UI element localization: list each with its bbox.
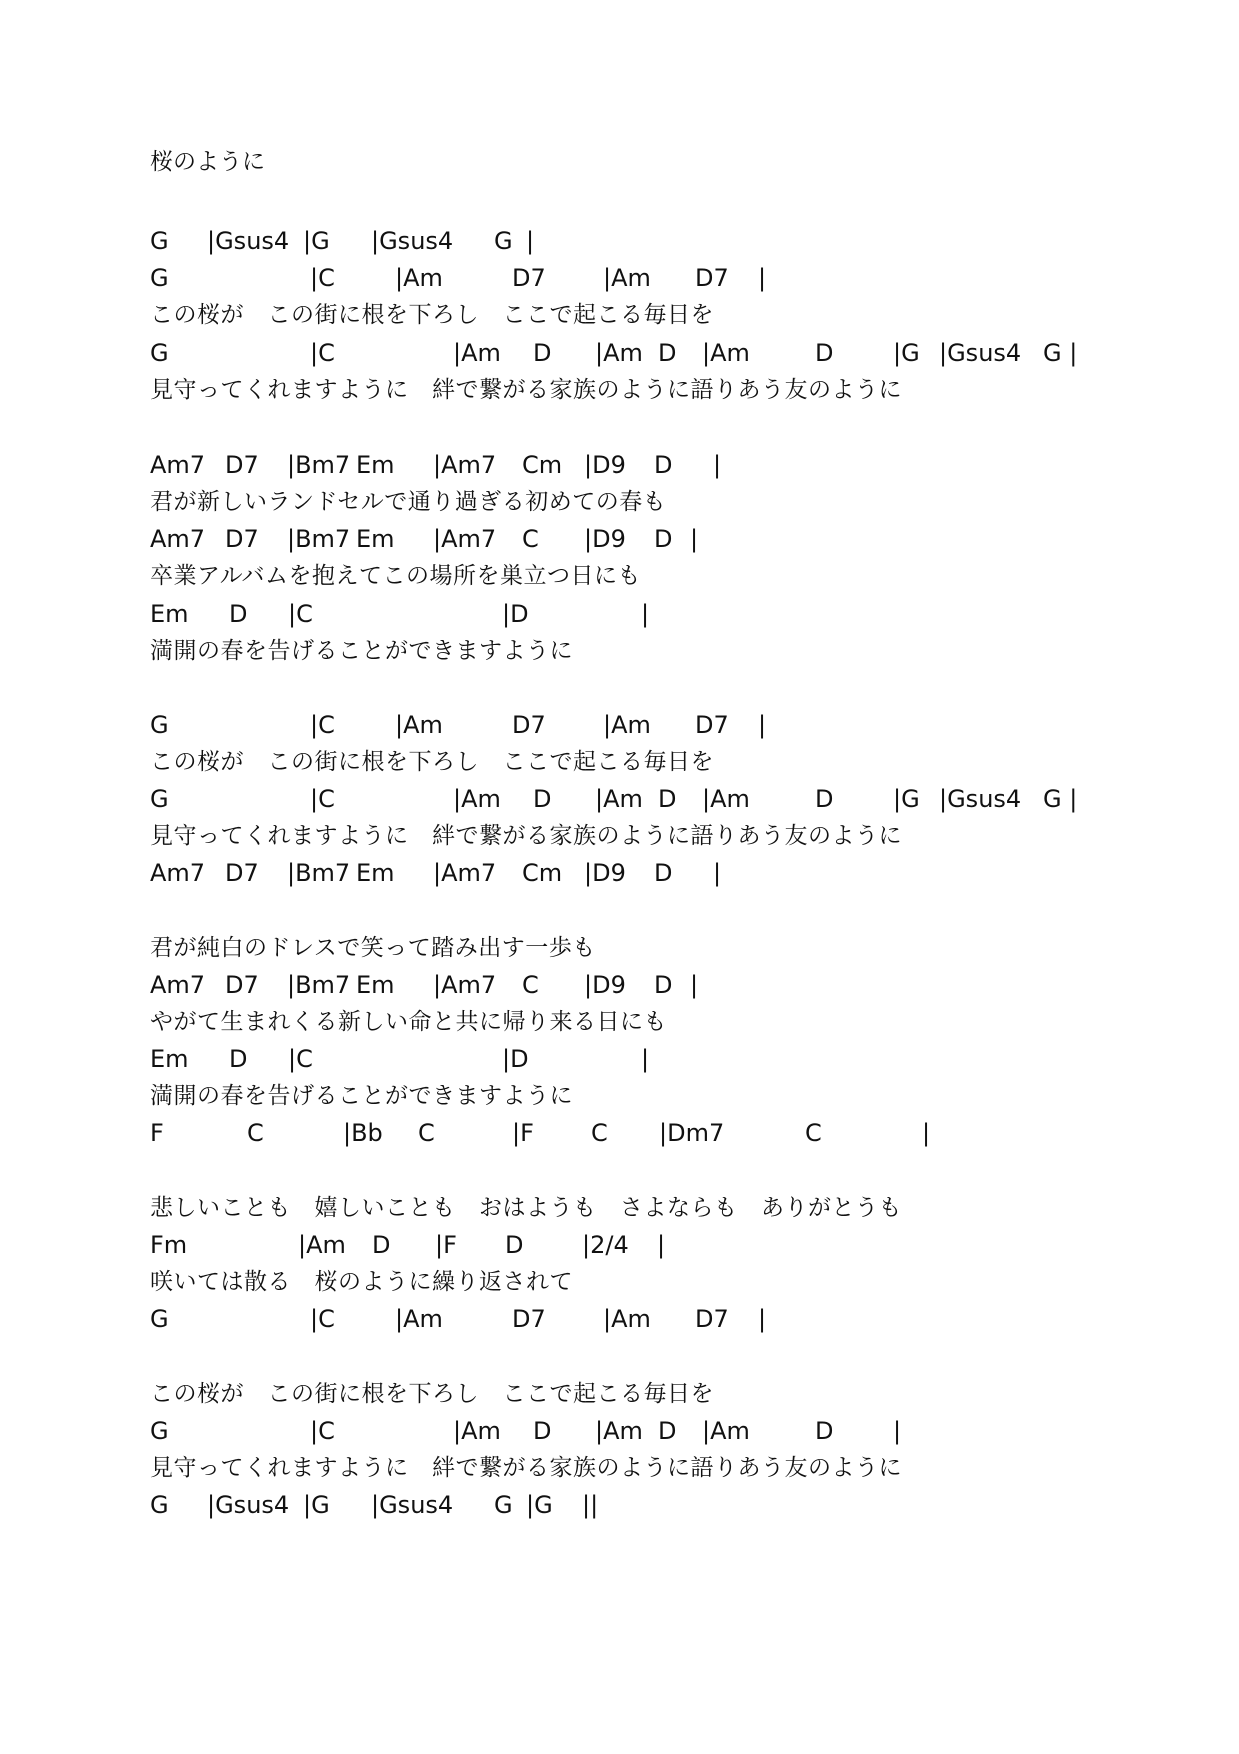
chord-line xyxy=(150,522,1150,556)
chord-symbol: C xyxy=(522,971,539,999)
lyric-line: 見守ってくれますように 絆で繋がる家族のように語りあう友のように xyxy=(150,823,902,849)
chord-symbol: D7 xyxy=(225,971,259,999)
chord-symbol: |C xyxy=(310,711,335,739)
chord-symbol: |Gsus4 xyxy=(371,1491,454,1519)
chord-symbol: G xyxy=(150,1491,169,1519)
chord-symbol: |Am7 xyxy=(433,451,497,479)
chord-symbol: | xyxy=(690,525,699,553)
chord-symbol: C xyxy=(591,1119,608,1147)
chord-symbol: G xyxy=(150,264,169,292)
chord-symbol: |G xyxy=(303,227,330,255)
chord-symbol: | xyxy=(893,1417,902,1445)
chord-symbol: |Bm7 xyxy=(287,859,351,887)
lyric-line: 咲いては散る 桜のように繰り返されて xyxy=(150,1269,573,1295)
chord-symbol: D7 xyxy=(225,451,259,479)
chord-symbol: |D9 xyxy=(584,451,626,479)
chord-line xyxy=(150,336,1150,370)
chord-symbol: D xyxy=(533,1417,552,1445)
chord-symbol: | xyxy=(690,971,699,999)
lyric-line: 見守ってくれますように 絆で繋がる家族のように語りあう友のように xyxy=(150,1455,902,1481)
chord-symbol: | xyxy=(713,451,722,479)
chord-symbol: Em xyxy=(150,600,189,628)
lyric-line: この桜が この街に根を下ろし ここで起こる毎日を xyxy=(150,1381,714,1407)
lyric-line: 卒業アルバムを抱えてこの場所を巣立つ日にも xyxy=(150,563,641,589)
chord-symbol: |Am7 xyxy=(433,971,497,999)
chord-line xyxy=(150,597,1150,631)
chord-symbol: |C xyxy=(288,1045,313,1073)
chord-symbol: D xyxy=(654,859,673,887)
chord-symbol: | xyxy=(657,1231,666,1259)
lyric-line: 見守ってくれますように 絆で繋がる家族のように語りあう友のように xyxy=(150,377,902,403)
chord-symbol: | xyxy=(922,1119,931,1147)
chord-symbol: D xyxy=(815,785,834,813)
chord-symbol: |Bm7 xyxy=(287,971,351,999)
chord-symbol: Am7 xyxy=(150,451,206,479)
chord-symbol: |Gsus4 xyxy=(371,227,454,255)
song-title: 桜のように xyxy=(150,149,265,175)
chord-symbol: Am7 xyxy=(150,971,206,999)
chord-symbol: D7 xyxy=(695,264,729,292)
chord-symbol: Am7 xyxy=(150,525,206,553)
lyric-line: やがて生まれくる新しい命と共に帰り来る日にも xyxy=(150,1009,667,1035)
chord-line xyxy=(150,1228,1150,1262)
chord-symbol: |Gsus4 xyxy=(207,1491,290,1519)
chord-symbol: |Am xyxy=(453,339,501,367)
chord-symbol: |Am xyxy=(603,264,651,292)
chord-symbol: D xyxy=(654,525,673,553)
chord-symbol: D xyxy=(815,339,834,367)
chord-symbol: C xyxy=(805,1119,822,1147)
chord-symbol: G xyxy=(150,339,169,367)
chord-line xyxy=(150,1414,1150,1448)
chord-symbol: D xyxy=(505,1231,524,1259)
chord-symbol: | xyxy=(641,600,650,628)
chord-line xyxy=(150,1042,1150,1076)
chord-symbol: |G xyxy=(893,785,920,813)
chord-symbol: |D9 xyxy=(584,525,626,553)
chord-symbol: |Am xyxy=(395,264,443,292)
chord-line xyxy=(150,448,1150,482)
chord-symbol: | xyxy=(758,711,767,739)
chord-symbol: |C xyxy=(310,1417,335,1445)
chord-symbol: | xyxy=(641,1045,650,1073)
lyric-line: この桜が この街に根を下ろし ここで起こる毎日を xyxy=(150,749,714,775)
chord-symbol: |G xyxy=(303,1491,330,1519)
chord-symbol: G xyxy=(150,227,169,255)
chord-symbol: |D9 xyxy=(584,971,626,999)
chord-symbol: G | xyxy=(1043,339,1078,367)
chord-symbol: D7 xyxy=(512,264,546,292)
chord-symbol: D7 xyxy=(695,1305,729,1333)
chord-symbol: |Gsus4 xyxy=(939,785,1022,813)
chord-symbol: |Am7 xyxy=(433,859,497,887)
chord-symbol: D7 xyxy=(695,711,729,739)
chord-symbol: |Bb xyxy=(343,1119,383,1147)
chord-symbol: G xyxy=(150,1417,169,1445)
chord-symbol: Am7 xyxy=(150,859,206,887)
chord-symbol: Fm xyxy=(150,1231,188,1259)
chord-symbol: |Bm7 xyxy=(287,525,351,553)
chord-symbol: G xyxy=(494,1491,513,1519)
chord-symbol: |C xyxy=(310,339,335,367)
chord-symbol: |Dm7 xyxy=(659,1119,725,1147)
chord-symbol: |D xyxy=(502,1045,529,1073)
chord-symbol: |2/4 xyxy=(582,1231,629,1259)
chord-symbol: G | xyxy=(1043,785,1078,813)
chord-symbol: |Am xyxy=(595,1417,643,1445)
chord-symbol: |Gsus4 xyxy=(939,339,1022,367)
chord-symbol: G xyxy=(150,1305,169,1333)
chord-symbol: C xyxy=(522,525,539,553)
chord-symbol: |G xyxy=(893,339,920,367)
chord-line xyxy=(150,1116,1150,1150)
chord-symbol: || xyxy=(582,1491,599,1519)
chord-symbol: |Am xyxy=(395,711,443,739)
chord-symbol: C xyxy=(418,1119,435,1147)
chord-symbol: |F xyxy=(512,1119,534,1147)
chord-line xyxy=(150,1488,1150,1522)
chord-symbol: |Am xyxy=(603,711,651,739)
lyric-line: この桜が この街に根を下ろし ここで起こる毎日を xyxy=(150,302,714,328)
chord-symbol: |Am xyxy=(453,785,501,813)
chord-symbol: Em xyxy=(150,1045,189,1073)
chord-symbol: Cm xyxy=(522,451,563,479)
chord-line xyxy=(150,968,1150,1002)
chord-symbol: |C xyxy=(310,264,335,292)
chord-symbol: D xyxy=(654,451,673,479)
lyric-line: 君が純白のドレスで笑って踏み出す一歩も xyxy=(150,935,596,961)
chord-symbol: Em xyxy=(356,859,395,887)
chord-symbol: D xyxy=(815,1417,834,1445)
chord-symbol: |Am7 xyxy=(433,525,497,553)
chord-symbol: |Am xyxy=(395,1305,443,1333)
chord-symbol: |Am xyxy=(702,785,750,813)
chord-symbol: | xyxy=(758,1305,767,1333)
chord-symbol: D xyxy=(229,600,248,628)
chord-symbol: D7 xyxy=(512,1305,546,1333)
chord-symbol: | xyxy=(758,264,767,292)
chord-symbol: |F xyxy=(435,1231,457,1259)
chord-symbol: |Am xyxy=(453,1417,501,1445)
chord-symbol: G xyxy=(150,785,169,813)
chord-symbol: D xyxy=(372,1231,391,1259)
chord-symbol: Em xyxy=(356,525,395,553)
chord-symbol: D xyxy=(533,339,552,367)
chord-symbol: |C xyxy=(310,785,335,813)
chord-symbol: D xyxy=(658,1417,677,1445)
chord-symbol: | xyxy=(526,227,535,255)
chord-symbol: D xyxy=(654,971,673,999)
chord-symbol: |Am xyxy=(603,1305,651,1333)
chord-symbol: |Am xyxy=(702,1417,750,1445)
chord-line xyxy=(150,782,1150,816)
chord-symbol: |Bm7 xyxy=(287,451,351,479)
chord-line xyxy=(150,856,1150,890)
lyric-line: 君が新しいランドセルで通り過ぎる初めての春も xyxy=(150,489,667,515)
chord-symbol: G xyxy=(494,227,513,255)
chord-symbol: |D xyxy=(502,600,529,628)
chord-symbol: D xyxy=(658,785,677,813)
chord-symbol: C xyxy=(247,1119,264,1147)
chord-line xyxy=(150,708,1150,742)
chord-symbol: |Am xyxy=(595,339,643,367)
lyric-line: 悲しいことも 嬉しいことも おはようも さよならも ありがとうも xyxy=(150,1195,902,1221)
chord-symbol: Cm xyxy=(522,859,563,887)
chord-symbol: | xyxy=(713,859,722,887)
lyric-line: 満開の春を告げることができますように xyxy=(150,1083,573,1109)
lyric-line: 満開の春を告げることができますように xyxy=(150,638,573,664)
chord-symbol: D xyxy=(229,1045,248,1073)
chord-symbol: |Am xyxy=(702,339,750,367)
chord-symbol: D7 xyxy=(225,525,259,553)
chord-symbol: |Gsus4 xyxy=(207,227,290,255)
chord-symbol: |D9 xyxy=(584,859,626,887)
chord-symbol: |C xyxy=(288,600,313,628)
chord-line xyxy=(150,261,1150,295)
chord-symbol: Em xyxy=(356,451,395,479)
chord-symbol: Em xyxy=(356,971,395,999)
chord-symbol: G xyxy=(150,711,169,739)
chord-line xyxy=(150,224,1150,258)
chord-symbol: D xyxy=(658,339,677,367)
chord-symbol: |C xyxy=(310,1305,335,1333)
chord-symbol: F xyxy=(150,1119,164,1147)
chord-line xyxy=(150,1302,1150,1336)
chord-symbol: D xyxy=(533,785,552,813)
chord-symbol: |Am xyxy=(298,1231,346,1259)
chord-symbol: |Am xyxy=(595,785,643,813)
chord-symbol: D7 xyxy=(512,711,546,739)
chord-symbol: D7 xyxy=(225,859,259,887)
chord-symbol: |G xyxy=(526,1491,553,1519)
